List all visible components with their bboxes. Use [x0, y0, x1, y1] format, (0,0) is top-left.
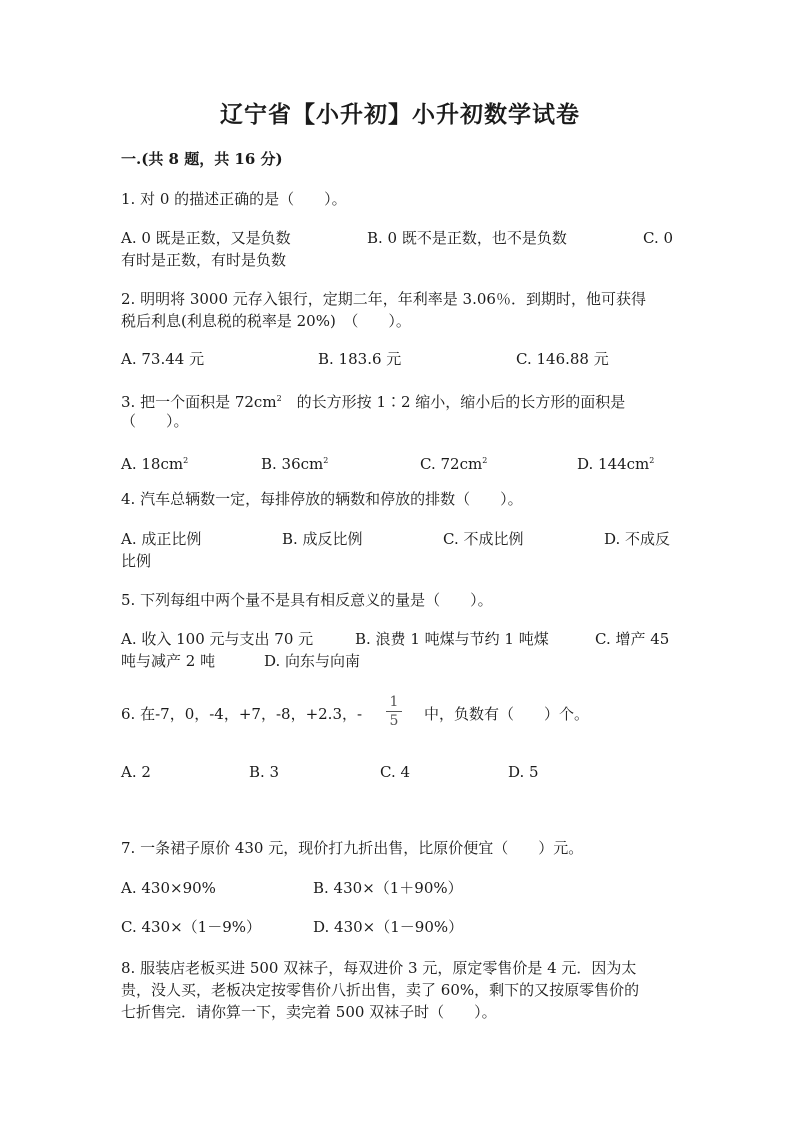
fraction-one-fifth — [384, 694, 404, 729]
question-4-option-d: D. 不成反 — [604, 530, 671, 548]
question-1-option-a: A. 0 既是正数，又是负数 — [121, 229, 291, 247]
fraction-bar — [386, 711, 402, 712]
question-6-stem-part-b: 中，负数有（ ）个。 — [424, 705, 590, 723]
question-2-stem-line1: 2. 明明将 3000 元存入银行，定期二年，年利率是 3.06％．到期时，他可获得 — [121, 290, 646, 308]
question-4-stem: 4. 汽车总辆数一定，每排停放的辆数和停放的排数（ ）。 — [121, 490, 523, 508]
fraction-denominator: 5 — [389, 713, 399, 729]
question-4-option-b: B. 成反比例 — [282, 530, 363, 548]
question-7-stem: 7. 一条裙子原价 430 元，现价打九折出售，比原价便宜（ ）元。 — [121, 839, 584, 857]
question-5-option-b: B. 浪费 1 吨煤与节约 1 吨煤 — [355, 630, 549, 648]
section-heading: 一.(共 8 题，共 16 分) — [121, 150, 283, 168]
question-3-option-b — [261, 450, 328, 475]
squared-mark: 2 — [649, 456, 655, 465]
question-8-line3: 七折售完．请你算一下，卖完着 500 双袜子时（ ）。 — [121, 1003, 497, 1021]
question-3-option-c — [420, 450, 487, 475]
squared-mark: 2 — [183, 456, 189, 465]
squared-mark: 2 — [323, 456, 329, 465]
fraction-numerator: 1 — [389, 694, 399, 710]
question-1-option-b: B. 0 既不是正数，也不是负数 — [367, 229, 567, 247]
question-7-option-b: B. 430×（1＋90%） — [313, 879, 463, 897]
question-3-option-c-text: C. 72cm — [420, 455, 483, 473]
squared-mark: 2 — [482, 456, 488, 465]
question-1-stem: 1. 对 0 的描述正确的是（ ）。 — [121, 190, 347, 208]
question-2-option-b: B. 183.6 元 — [318, 350, 402, 368]
question-6-option-a: A. 2 — [121, 763, 151, 781]
question-3-option-d-text: D. 144cm — [577, 455, 650, 473]
question-8-line1: 8. 服装店老板买进 500 双袜子，每双进价 3 元，原定零售价是 4 元．因为太 — [121, 959, 637, 977]
question-1-option-c: C. 0 — [643, 229, 674, 247]
question-5-stem: 5. 下列每组中两个量不是具有相反意义的量是（ ）。 — [121, 591, 493, 609]
squared-mark: 2 — [276, 394, 282, 403]
question-5-option-c: C. 增产 45 — [595, 630, 670, 648]
question-3-option-a-text: A. 18cm — [121, 455, 184, 473]
question-3-stem-part-b: 的长方形按 1∶2 缩小，缩小后的长方形的面积是 — [296, 393, 626, 411]
question-7-option-c: C. 430×（1－9%） — [121, 918, 262, 936]
question-1-option-c-continued: 有时是正数，有时是负数 — [121, 251, 287, 269]
question-2-stem-line2: 税后利息(利息税的税率是 20%) （ ）。 — [121, 312, 411, 330]
question-7-option-d: D. 430×（1－90%） — [313, 918, 464, 936]
question-8-line2: 贵，没人买，老板决定按零售价八折出售，卖了 60%，剩下的又按原零售价的 — [121, 981, 640, 999]
question-3-option-d — [577, 450, 654, 475]
question-6-option-b: B. 3 — [249, 763, 280, 781]
question-4-option-c: C. 不成比例 — [443, 530, 524, 548]
question-2-option-a: A. 73.44 元 — [121, 350, 205, 368]
question-3-stem-line2: （ ）。 — [121, 412, 189, 430]
question-3-option-b-text: B. 36cm — [261, 455, 324, 473]
question-5-option-c-continued: 吨与减产 2 吨 — [121, 652, 216, 670]
question-6-option-d: D. 5 — [508, 763, 539, 781]
question-3-option-a — [121, 450, 188, 475]
question-4-option-d-continued: 比例 — [121, 552, 152, 570]
question-5-option-a: A. 收入 100 元与支出 70 元 — [121, 630, 314, 648]
question-2-option-c: C. 146.88 元 — [516, 350, 609, 368]
question-4-option-a: A. 成正比例 — [121, 530, 202, 548]
question-7-option-a: A. 430×90% — [121, 879, 216, 897]
question-6-stem-part-a: 6. 在-7，0，-4，+7，-8，+2.3，- — [121, 705, 363, 723]
page-title: 辽宁省【小升初】小升初数学试卷 — [220, 101, 580, 128]
question-6-option-c: C. 4 — [380, 763, 411, 781]
question-5-option-d: D. 向东与向南 — [264, 652, 361, 670]
question-3-stem-part-a: 3. 把一个面积是 72cm — [121, 393, 277, 411]
